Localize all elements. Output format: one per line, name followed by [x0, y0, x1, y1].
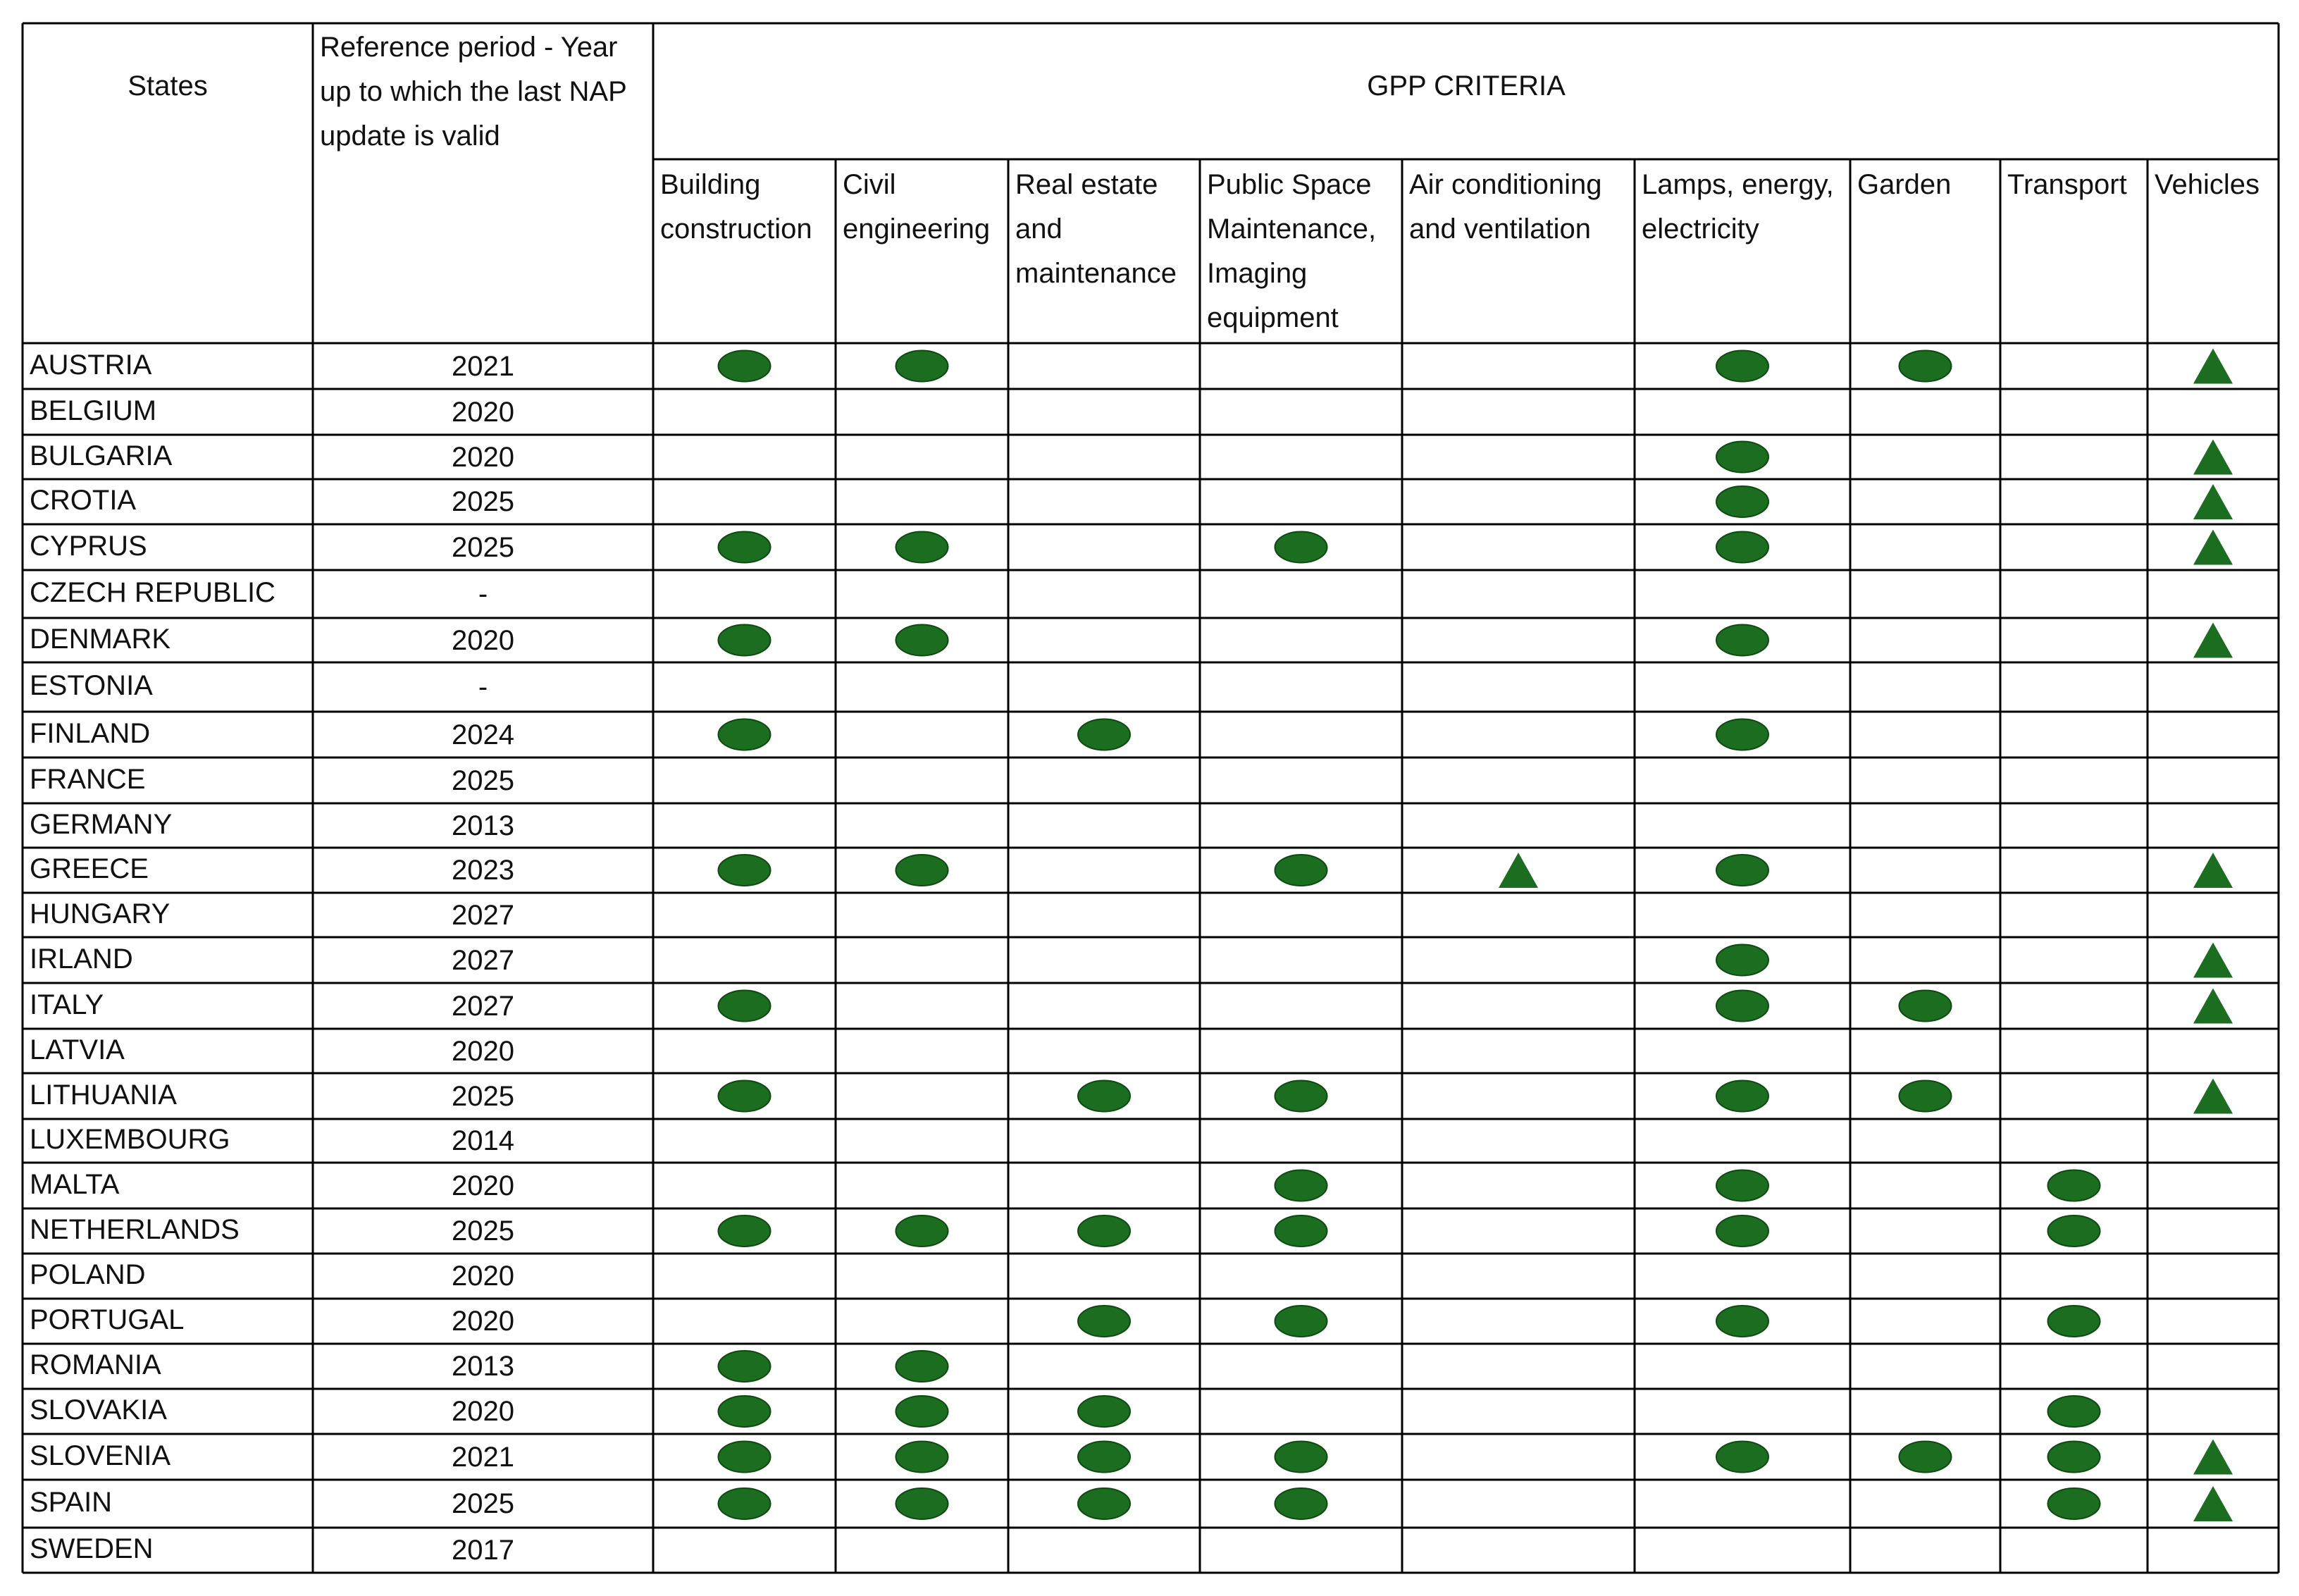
ellipse-marker: [1716, 486, 1768, 517]
ellipse-marker: [1716, 945, 1768, 976]
ellipse-marker: [2048, 1442, 2100, 1473]
header-reference-period: Reference period - Year up to which the last NAP update is valid: [320, 32, 627, 151]
reference-year: 2013: [452, 810, 514, 841]
ellipse-marker: [719, 625, 771, 656]
ellipse-marker: [1716, 625, 1768, 656]
header-gpp-criteria: GPP CRITERIA: [1367, 70, 1566, 101]
reference-year: 2023: [452, 855, 514, 886]
criteria-header: Vehicles: [2155, 169, 2260, 200]
reference-year: 2020: [452, 441, 514, 473]
state-name: ROMANIA: [30, 1349, 161, 1380]
ellipse-marker: [896, 1351, 948, 1382]
ellipse-marker: [1716, 855, 1768, 886]
ellipse-marker: [1078, 1442, 1130, 1473]
reference-year: 2025: [452, 1080, 514, 1112]
reference-year: 2025: [452, 531, 514, 563]
triangle-marker: [1499, 853, 1538, 888]
ellipse-marker: [896, 1215, 948, 1247]
reference-year: 2021: [452, 350, 514, 382]
ellipse-marker: [1900, 1081, 1952, 1112]
ellipse-marker: [719, 1442, 771, 1473]
state-name: LUXEMBOURG: [30, 1124, 230, 1155]
reference-year: 2027: [452, 944, 514, 976]
state-name: LATVIA: [30, 1034, 125, 1065]
ellipse-marker: [2048, 1306, 2100, 1337]
triangle-marker: [2193, 484, 2233, 519]
state-name: FRANCE: [30, 763, 146, 795]
ellipse-marker: [1275, 855, 1327, 886]
triangle-marker: [2193, 530, 2233, 565]
criteria-header: Civil engineering: [843, 169, 991, 245]
ellipse-marker: [896, 1488, 948, 1519]
state-name: LITHUANIA: [30, 1079, 177, 1111]
ellipse-marker: [1716, 1442, 1768, 1473]
ellipse-marker: [1078, 719, 1130, 750]
reference-year: 2027: [452, 990, 514, 1022]
reference-year: 2025: [452, 486, 514, 517]
reference-year: 2021: [452, 1441, 514, 1473]
state-name: IRLAND: [30, 943, 133, 975]
ellipse-marker: [1716, 351, 1768, 382]
state-name: GREECE: [30, 853, 149, 884]
reference-year: 2020: [452, 1261, 514, 1292]
ellipse-marker: [1275, 1488, 1327, 1519]
reference-year: 2027: [452, 899, 514, 931]
ellipse-marker: [1275, 1170, 1327, 1201]
ellipse-marker: [2048, 1396, 2100, 1427]
reference-year: 2025: [452, 765, 514, 796]
ellipse-marker: [1716, 991, 1768, 1022]
ellipse-marker: [719, 1396, 771, 1427]
ellipse-marker: [1900, 991, 1952, 1022]
criteria-header: Lamps, energy, electricity: [1642, 169, 1834, 245]
ellipse-marker: [1716, 1306, 1768, 1337]
state-name: NETHERLANDS: [30, 1214, 240, 1245]
ellipse-marker: [719, 532, 771, 563]
state-name: CZECH REPUBLIC: [30, 577, 275, 608]
ellipse-marker: [719, 719, 771, 750]
reference-year: 2017: [452, 1535, 514, 1566]
state-name: CYPRUS: [30, 530, 147, 562]
criteria-header: Air conditioning and ventilation: [1409, 169, 1602, 245]
criteria-header: Real estate and maintenance: [1015, 169, 1177, 289]
ellipse-marker: [719, 1081, 771, 1112]
triangle-marker: [2193, 440, 2233, 475]
criteria-header: Garden: [1857, 169, 1952, 200]
ellipse-marker: [896, 625, 948, 656]
criteria-header: Building construction: [660, 169, 812, 245]
triangle-marker: [2193, 853, 2233, 888]
state-name: DENMARK: [30, 623, 171, 655]
triangle-marker: [2193, 1079, 2233, 1114]
triangle-marker: [2193, 943, 2233, 978]
state-name: BULGARIA: [30, 440, 173, 471]
ellipse-marker: [719, 351, 771, 382]
reference-year: 2024: [452, 719, 514, 750]
triangle-marker: [2193, 989, 2233, 1024]
ellipse-marker: [896, 1396, 948, 1427]
reference-year: -: [478, 672, 488, 703]
ellipse-marker: [1275, 1442, 1327, 1473]
state-name: HUNGARY: [30, 898, 171, 929]
state-name: GERMANY: [30, 808, 173, 840]
criteria-header: Public Space Maintenance, Imaging equipment: [1207, 169, 1377, 333]
ellipse-marker: [1275, 1081, 1327, 1112]
ellipse-marker: [2048, 1488, 2100, 1519]
ellipse-marker: [1716, 1081, 1768, 1112]
ellipse-marker: [2048, 1215, 2100, 1247]
ellipse-marker: [896, 532, 948, 563]
ellipse-marker: [1078, 1306, 1130, 1337]
state-name: ESTONIA: [30, 670, 153, 701]
criteria-header: Transport: [2007, 169, 2127, 200]
state-name: SPAIN: [30, 1487, 113, 1518]
state-name: MALTA: [30, 1168, 120, 1200]
ellipse-marker: [896, 855, 948, 886]
ellipse-marker: [2048, 1170, 2100, 1201]
header-states: States: [128, 70, 208, 101]
state-name: BELGIUM: [30, 395, 157, 426]
ellipse-marker: [719, 855, 771, 886]
ellipse-marker: [719, 1351, 771, 1382]
ellipse-marker: [1078, 1215, 1130, 1247]
ellipse-marker: [719, 1215, 771, 1247]
ellipse-marker: [1275, 532, 1327, 563]
reference-year: 2025: [452, 1488, 514, 1519]
state-name: SLOVENIA: [30, 1440, 171, 1471]
triangle-marker: [2193, 1440, 2233, 1475]
ellipse-marker: [1900, 351, 1952, 382]
state-name: FINLAND: [30, 717, 151, 749]
reference-year: 2014: [452, 1125, 514, 1156]
ellipse-marker: [1716, 532, 1768, 563]
reference-year: 2020: [452, 1170, 514, 1201]
ellipse-marker: [1078, 1488, 1130, 1519]
reference-year: 2020: [452, 1306, 514, 1337]
triangle-marker: [2193, 349, 2233, 384]
reference-year: 2020: [452, 396, 514, 428]
ellipse-marker: [896, 351, 948, 382]
ellipse-marker: [896, 1442, 948, 1473]
reference-year: 2020: [452, 1035, 514, 1067]
ellipse-marker: [1275, 1215, 1327, 1247]
ellipse-marker: [719, 991, 771, 1022]
state-name: PORTUGAL: [30, 1304, 185, 1335]
ellipse-marker: [1900, 1442, 1952, 1473]
ellipse-marker: [1716, 1170, 1768, 1201]
ellipse-marker: [1078, 1396, 1130, 1427]
ellipse-marker: [719, 1488, 771, 1519]
reference-year: 2013: [452, 1351, 514, 1382]
reference-year: -: [478, 579, 488, 610]
ellipse-marker: [1716, 719, 1768, 750]
ellipse-marker: [1078, 1081, 1130, 1112]
triangle-marker: [2193, 1486, 2233, 1521]
triangle-marker: [2193, 623, 2233, 658]
reference-year: 2020: [452, 624, 514, 656]
reference-year: 2020: [452, 1396, 514, 1427]
state-name: POLAND: [30, 1259, 146, 1290]
ellipse-marker: [1275, 1306, 1327, 1337]
state-name: SWEDEN: [30, 1533, 154, 1564]
ellipse-marker: [1716, 1215, 1768, 1247]
reference-year: 2025: [452, 1215, 514, 1247]
state-name: CROTIA: [30, 485, 137, 516]
ellipse-marker: [1716, 442, 1768, 473]
state-name: AUSTRIA: [30, 349, 152, 381]
state-name: ITALY: [30, 989, 104, 1020]
state-name: SLOVAKIA: [30, 1394, 167, 1425]
